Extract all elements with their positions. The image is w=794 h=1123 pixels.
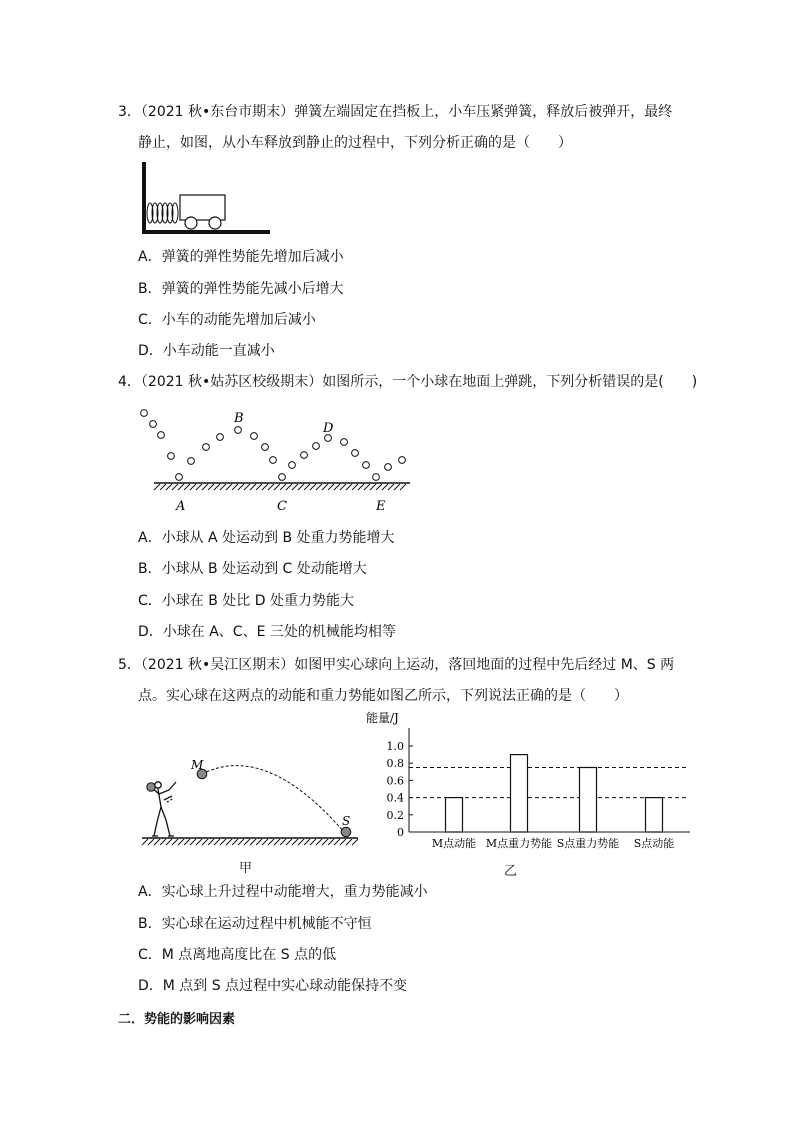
cart [180, 195, 225, 229]
label-b: B [234, 411, 244, 426]
bar-2 [511, 755, 528, 832]
question-3-option-b[interactable]: B．弹簧的弹性势能先减小后增大 [138, 281, 344, 297]
caption-yi: 乙 [504, 864, 518, 879]
question-3-option-d[interactable]: D．小车动能一直减小 [138, 343, 275, 359]
question-5-option-d[interactable]: D．M 点到 S 点过程中实心球动能保持不变 [138, 978, 408, 994]
energy-bar-chart [356, 708, 696, 856]
question-5-stem-line1: 5．（2021 秋•吴江区期末）如图甲实心球向上运动，落回地面的过程中先后经过 M、S 两 [118, 657, 675, 673]
question-3-stem-line2: 静止，如图，从小车释放到静止的过程中，下列分析正确的是（ ） [138, 135, 572, 151]
y-tick-label: 0.2 [386, 808, 404, 822]
question-4-option-a[interactable]: A．小球从 A 处运动到 B 处重力势能增大 [138, 530, 395, 546]
bouncing-ball-figure [136, 402, 416, 517]
athlete-icon [151, 782, 176, 836]
question-4-stem: 4．（2021 秋•姑苏区校级期末）如图所示，一个小球在地面上弹跳，下列分析错误的是( ) [118, 374, 698, 390]
question-5-option-a[interactable]: A．实心球上升过程中动能增大，重力势能减小 [138, 884, 428, 900]
category-label: M点重力势能 [485, 837, 553, 850]
question-5-stem-line2: 点。实心球在这两点的动能和重力势能如图乙所示，下列说法正确的是（ ） [138, 688, 628, 704]
section-heading: 二．势能的影响因素 [118, 1012, 236, 1027]
question-4-option-d[interactable]: D．小球在 A、C、E 三处的机械能均相等 [138, 624, 396, 640]
bar-4 [646, 798, 663, 832]
question-4-option-b[interactable]: B．小球从 B 处运动到 C 处动能增大 [138, 561, 367, 577]
y-tick-label: 0.4 [386, 791, 404, 805]
chart-ylabel: 能量/J [366, 711, 399, 725]
question-5-option-b[interactable]: B．实心球在运动过程中机械能不守恒 [138, 916, 372, 932]
label-e: E [376, 499, 386, 514]
spring-cart-figure [136, 158, 276, 238]
shot-put-figure [136, 752, 366, 847]
category-label: S点动能 [633, 837, 675, 850]
question-3-stem-line1: 3．（2021 秋•东台市期末）弹簧左端固定在挡板上，小车压紧弹簧，释放后被弹开，最终 [118, 104, 673, 120]
label-m: M [191, 758, 204, 772]
spring [147, 203, 178, 223]
label-c: C [277, 499, 287, 514]
question-3-option-a[interactable]: A．弹簧的弹性势能先增加后减小 [138, 249, 344, 265]
label-s: S [342, 814, 351, 828]
ball-s [341, 827, 351, 837]
bar-3 [580, 768, 597, 833]
y-tick-label: 0.6 [386, 774, 404, 788]
category-label: S点重力势能 [556, 837, 620, 850]
y-tick-label: 1.0 [386, 740, 404, 753]
label-a: A [176, 499, 186, 514]
ball-positions [141, 410, 406, 481]
category-label: M点动能 [431, 837, 477, 850]
label-d: D [323, 421, 334, 436]
caption-jia: 甲 [239, 861, 253, 876]
y-tick-label: 0 [397, 826, 404, 839]
question-3-option-c[interactable]: C．小车的动能先增加后减小 [138, 312, 316, 328]
y-tick-label: 0.8 [386, 757, 404, 771]
ball-in-hand [147, 783, 155, 791]
question-5-option-c[interactable]: C．M 点离地高度比在 S 点的低 [138, 947, 337, 963]
bar-1 [446, 798, 463, 832]
question-4-option-c[interactable]: C．小球在 B 处比 D 处重力势能大 [138, 593, 354, 609]
